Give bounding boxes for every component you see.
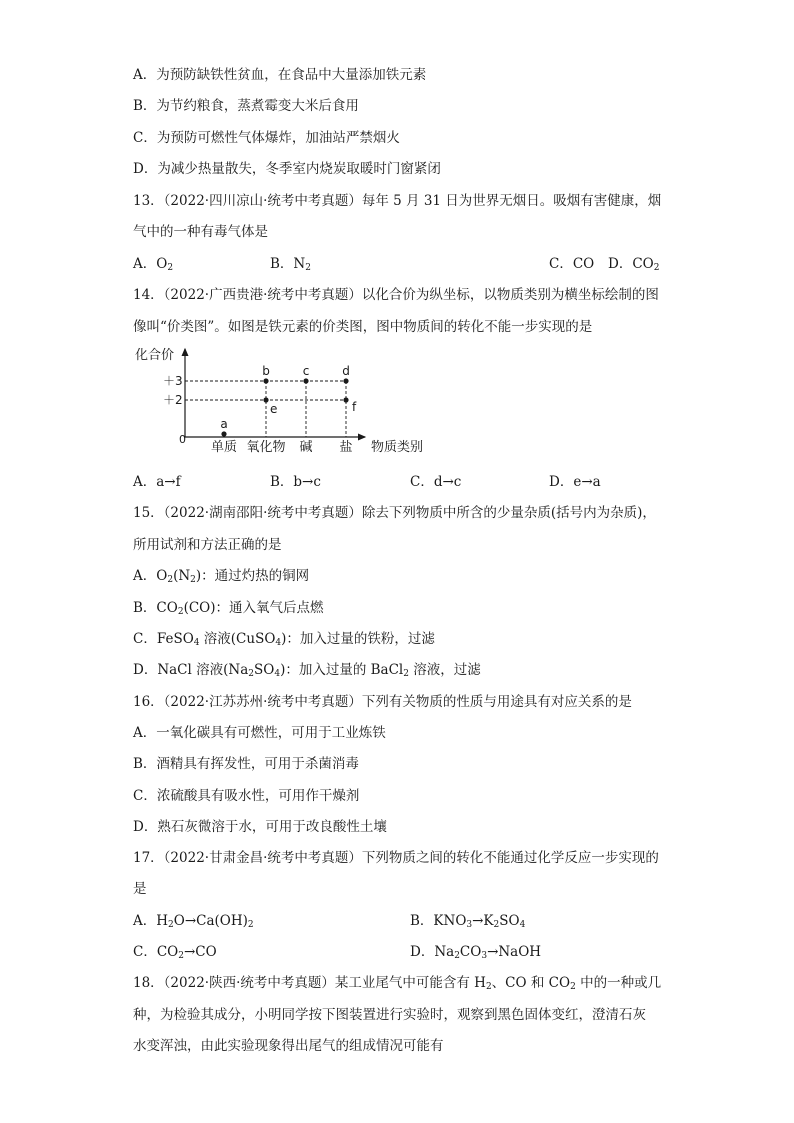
x-category-label: 碱 — [299, 440, 313, 455]
point-c — [303, 378, 308, 383]
y-tick-label: ＋3 — [163, 374, 183, 388]
q18-stem-line3: 水变浑浊，由此实验现象得出尾气的组成情况可能有 — [133, 1038, 444, 1054]
q14-option-a: A．a→f — [133, 474, 181, 490]
point-label-d: d — [342, 364, 350, 378]
y-tick-label: ＋2 — [163, 393, 183, 407]
q16-option-d: D．熟石灰微溶于水，可用于改良酸性土壤 — [133, 819, 387, 835]
q12-option-b: B．为节约粮食，蒸煮霉变大米后食用 — [133, 98, 359, 114]
point-label-f: f — [352, 400, 357, 414]
q12-option-d: D．为减少热量散失，冬季室内烧炭取暖时门窗紧闭 — [133, 161, 441, 177]
q16-stem-line1: 16．（2022·江苏苏州·统考中考真题）下列有关物质的性质与用途具有对应关系的是 — [133, 694, 632, 710]
q17-stem-line2: 是 — [133, 881, 147, 897]
valence-category-diagram — [133, 343, 433, 465]
q13-option-b: B．$N_2$ — [270, 256, 311, 273]
q14-option-c: C．d→c — [410, 474, 462, 490]
q14-option-d: D．e→a — [549, 474, 601, 490]
q14-option-b: B．b→c — [270, 474, 321, 490]
q13-stem-line2: 气中的一种有毒气体是 — [133, 224, 268, 240]
q15-option-b: B．$CO_2(CO)$：通入氧气后点燃 — [133, 600, 324, 617]
q15-option-c: C．FeSO$_4$ 溶液(CuSO$_4$)：加入过量的铁粉，过滤 — [133, 631, 435, 648]
q15-stem-line2: 所用试剂和方法正确的是 — [133, 537, 282, 553]
q17-option-a: A．$H_2O\to Ca(OH)_2$ — [133, 913, 254, 930]
x-axis-label: 物质类别 — [371, 440, 424, 455]
q12-option-a: A．为预防缺铁性贫血，在食品中大量添加铁元素 — [133, 67, 427, 83]
y-axis-label: 化合价 — [135, 348, 175, 363]
q14-stem-line1: 14．（2022·广西贵港·统考中考真题）以化合价为纵坐标，以物质类别为横坐标绘制的图 — [133, 287, 659, 303]
q15-stem-line1: 15．（2022·湖南邵阳·统考中考真题）除去下列物质中所含的少量杂质(括号内为杂质)， — [133, 505, 656, 521]
q17-stem-line1: 17．（2022·甘肃金昌·统考中考真题）下列物质之间的转化不能通过化学反应一步实现的 — [133, 850, 659, 866]
point-f — [343, 397, 348, 402]
x-category-label: 盐 — [339, 440, 353, 455]
point-label-e: e — [270, 402, 278, 416]
q15-option-d: D．NaCl 溶液$(Na_2SO_4)$：加入过量的 BaCl$_2$ 溶液，过滤 — [133, 662, 481, 679]
q15-option-a: A．$O_2(N_2)$：通过灼热的铜网 — [133, 568, 310, 585]
q13-option-c: C．CO — [549, 256, 595, 272]
point-e — [263, 397, 268, 402]
x-category-label: 单质 — [210, 440, 238, 455]
point-d — [343, 378, 348, 383]
q14-stem-line2: 像叫“价类图”。如图是铁元素的价类图，图中物质间的转化不能一步实现的是 — [133, 319, 593, 335]
point-label-b: b — [262, 364, 270, 378]
q18-stem-line2: 种，为检验其成分，小明同学按下图装置进行实验时，观察到黑色固体变红，澄清石灰 — [133, 1007, 646, 1023]
point-label-a: a — [220, 417, 228, 431]
q17-option-b: B．$KNO_3\to K_2SO_4$ — [410, 913, 526, 930]
point-label-c: c — [302, 364, 310, 378]
q13-stem-line1: 13．（2022·四川凉山·统考中考真题）每年 5 月 31 日为世界无烟日。吸烟有害健康，烟 — [133, 193, 662, 209]
q12-option-c: C．为预防可燃性气体爆炸，加油站严禁烟火 — [133, 130, 400, 146]
origin-label: 0 — [179, 433, 186, 446]
q17-option-c: C．$CO_2\to CO$ — [133, 944, 217, 961]
q16-option-b: B．酒精具有挥发性，可用于杀菌消毒 — [133, 756, 359, 772]
q13-option-d: D．$CO_2$ — [608, 256, 660, 273]
q16-option-a: A．一氧化碳具有可燃性，可用于工业炼铁 — [133, 725, 386, 741]
x-category-label: 氧化物 — [246, 440, 286, 455]
q17-option-d: D．$Na_2CO_3\to NaOH$ — [410, 944, 542, 961]
q13-option-a: A．$O_2$ — [133, 256, 174, 273]
q16-option-c: C．浓硫酸具有吸水性，可用作干燥剂 — [133, 788, 360, 804]
q18-stem-line1: 18．（2022·陕西·统考中考真题）某工业尾气中可能含有 $H_2$、CO 和 $CO_2$ 中的一种或几 — [133, 975, 662, 992]
point-a — [221, 431, 226, 436]
point-b — [263, 378, 268, 383]
